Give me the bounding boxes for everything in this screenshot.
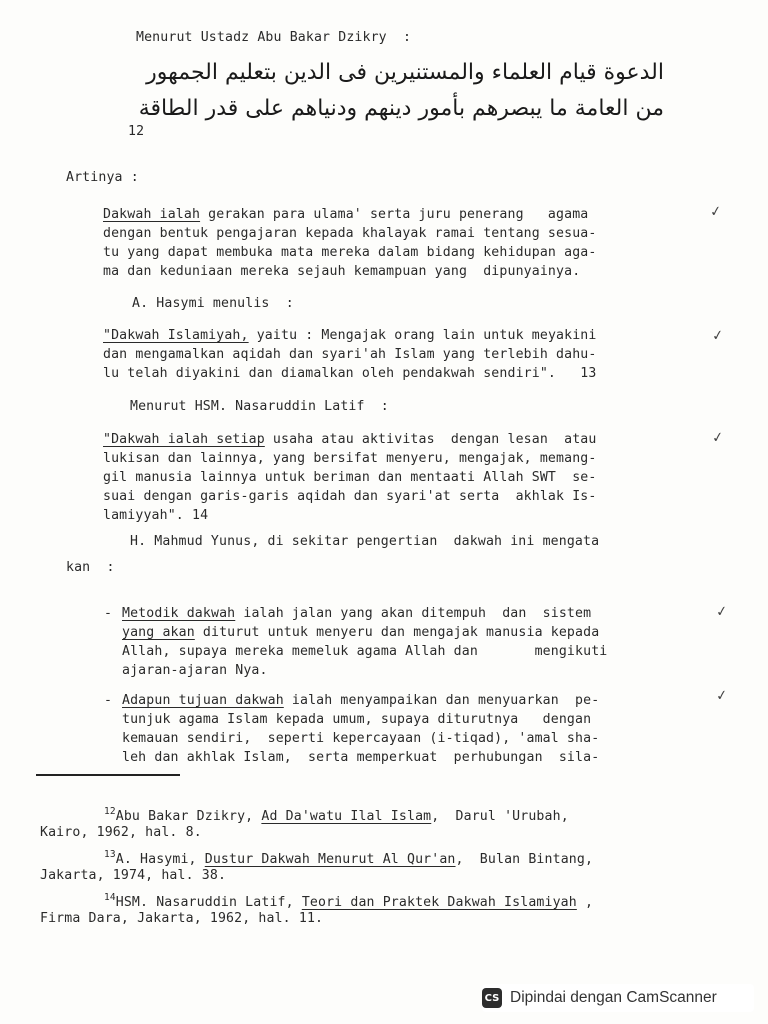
- footnote-14-number: 14: [104, 892, 116, 903]
- bullet2-line-1-text: ialah menyampaikan dan menyuarkan pe-: [283, 693, 600, 708]
- def1-line-1-text: gerakan para ulama' serta juru penerang agama: [200, 207, 589, 222]
- bullet2-underlined: Adapun tujuan dakwah: [122, 693, 284, 708]
- def3-line-4: suai dengan garis-garis aqidah dan syari'at serta akhlak Is-: [103, 489, 597, 504]
- latif-intro: Menurut HSM. Nasaruddin Latif :: [130, 399, 389, 414]
- source-heading: Menurut Ustadz Abu Bakar Dzikry :: [136, 30, 412, 45]
- yunus-intro: H. Mahmud Yunus, di sekitar pengertian dakwah ini mengata: [130, 534, 600, 549]
- camscanner-logo-icon: CS: [482, 988, 502, 1008]
- arabic-footnote-ref: 12: [128, 124, 145, 139]
- def3-underlined: "Dakwah ialah setiap: [103, 432, 265, 447]
- bullet1-dash: -: [104, 606, 113, 621]
- def3-line-1: [103, 430, 596, 449]
- footnote-14-author: HSM. Nasaruddin Latif,: [115, 895, 302, 910]
- def2-line-2: dan mengamalkan aqidah dan syari'ah Islam yang terlebih dahu-: [103, 347, 597, 362]
- def2-line-1-text: yaitu : Mengajak orang lain untuk meyakini: [248, 328, 597, 343]
- footnote-14-title: Teori dan Praktek Dakwah Islamiyah: [301, 895, 577, 910]
- def3-line-2: lukisan dan lainnya, yang bersifat menyeru, mengajak, memang-: [103, 451, 597, 466]
- footnote-separator: [36, 774, 180, 776]
- footnote-13-cont: Jakarta, 1974, hal. 38.: [40, 868, 227, 883]
- margin-check-icon: ✓: [714, 687, 729, 705]
- bullet2-line-2: tunjuk agama Islam kepada umum, supaya diturutnya dengan: [122, 712, 592, 727]
- def3-line-3: gil manusia lainnya untuk beriman dan mentaati Allah SWT se-: [103, 470, 597, 485]
- bullet2-line-4: leh dan akhlak Islam, serta memperkuat perhubungan sila-: [122, 750, 600, 765]
- margin-check-icon: ✓: [714, 603, 729, 621]
- def3-line-1-text: usaha atau aktivitas dengan lesan atau: [264, 432, 597, 447]
- footnote-12-cont: Kairo, 1962, hal. 8.: [40, 825, 202, 840]
- arabic-quote-line-2: من العامة ما يبصرهم بأمور دينهم ودنياهم على قدر الطاقة: [138, 96, 664, 121]
- yunus-intro-cont: kan :: [66, 560, 115, 575]
- footnote-12-author: Abu Bakar Dzikry,: [115, 809, 262, 824]
- camscanner-watermark: [482, 984, 754, 1012]
- bullet1-line-2: [122, 623, 599, 642]
- def1-line-4: ma dan keduniaan mereka sejauh kemampuan yang dipunyainya.: [103, 264, 581, 279]
- bullet1-line-2-text: diturut untuk menyeru dan mengajak manusia kepada: [194, 625, 600, 640]
- def3-line-5: lamiyyah". 14: [103, 508, 209, 523]
- footnote-13-author: A. Hasymi,: [115, 852, 205, 867]
- footnote-14-publisher: ,: [576, 895, 594, 910]
- bullet1-underlined: Metodik dakwah: [122, 606, 236, 621]
- bullet1-line-1-text: ialah jalan yang akan ditempuh dan sistem: [235, 606, 592, 621]
- bullet1-line-1: [122, 604, 591, 623]
- bullet1-underlined-2: yang akan: [122, 625, 195, 640]
- margin-check-icon: ✓: [708, 203, 723, 221]
- footnote-13-title: Dustur Dakwah Menurut Al Qur'an: [204, 852, 456, 867]
- def2-line-1: [103, 326, 596, 345]
- bullet2-line-3: kemauan sendiri, seperti kepercayaan (i-tiqad), 'amal sha-: [122, 731, 600, 746]
- def1-line-2: dengan bentuk pengajaran kepada khalayak ramai tentang sesua-: [103, 226, 597, 241]
- footnote-12-title: Ad Da'watu Ilal Islam: [261, 809, 432, 824]
- def1-line-3: tu yang dapat membuka mata mereka dalam bidang kehidupan aga-: [103, 245, 597, 260]
- def2-line-3: lu telah diyakini dan diamalkan oleh pendakwah sendiri". 13: [103, 366, 597, 381]
- def1-underlined: Dakwah ialah: [103, 207, 201, 222]
- hasymi-intro: A. Hasymi menulis :: [132, 296, 294, 311]
- footnote-12-publisher: , Darul 'Urubah,: [431, 809, 569, 824]
- footnote-12-number: 12: [104, 806, 116, 817]
- margin-check-icon: ✓: [710, 429, 725, 447]
- footnote-13-number: 13: [104, 849, 116, 860]
- bullet2-line-1: [122, 691, 599, 710]
- bullet2-dash: -: [104, 693, 113, 708]
- def1-line-1: [103, 205, 588, 224]
- bullet1-line-4: ajaran-ajaran Nya.: [122, 663, 268, 678]
- footnote-13-publisher: , Bulan Bintang,: [455, 852, 594, 867]
- bullet1-line-3: Allah, supaya mereka memeluk agama Allah dan mengikuti: [122, 644, 608, 659]
- footnote-14-cont: Firma Dara, Jakarta, 1962, hal. 11.: [40, 911, 324, 926]
- def2-underlined: "Dakwah Islamiyah,: [103, 328, 249, 343]
- margin-check-icon: ✓: [710, 327, 725, 345]
- artinya-label: Artinya :: [66, 170, 139, 185]
- camscanner-text: Dipindai dengan CamScanner: [510, 989, 717, 1006]
- arabic-quote-line-1: الدعوة قيام العلماء والمستنيرين فى الدين بتعليم الجمهور: [146, 60, 664, 85]
